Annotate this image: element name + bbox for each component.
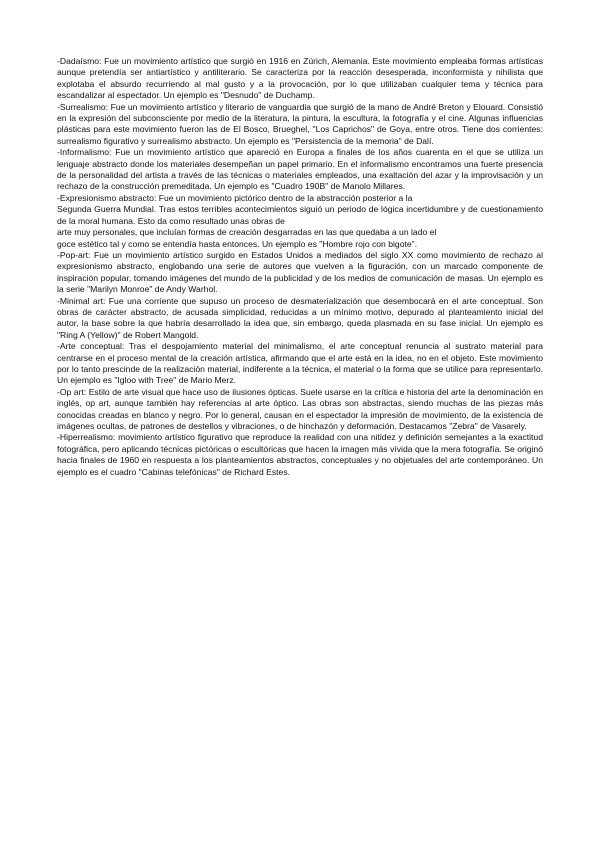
document-page bbox=[57, 56, 543, 478]
paragraph-informalismo: -Informalismo: Fue un movimiento artístico que apareció en Europa a finales de los años cuarenta en el que se utiliza un lenguaje abstracto donde los materiales desempeñan un papel primario. En el informalismo encontramos una fuerte presencia de la personalidad del artista a través de las técnicas o materiales empleados, una exaltación del azar y la improvisación y un rechazo de la construcción premeditada. Un ejemplo es "Cuadro 190B" de Manolo Millares. bbox=[57, 147, 543, 192]
paragraph-surrealismo: -Surrealismo: Fue un movimiento artístico y literario de vanguardia que surgió de la mano de André Breton y Elouard. Consistió en la expresión del subconsciente por medio de la literatura, la pintura, la escultura, la fotografía y el cine. Algunas influencias plásticas para este movimiento fueron las de El Bosco, Brueghel, "Los Caprichos" de Goya, entre otros. Tiene dos corrientes: surrealismo figurativo y surrealismo abstracto. Un ejemplo es "Persistencia de la memoria" de Dalí. bbox=[57, 101, 543, 146]
paragraph-pop-art: -Pop-art: Fue un movimiento artístico surgido en Estados Unidos a mediados del siglo XX como movimiento de rechazo al expresionismo abstracto, englobando una serie de autores que vuelven a la figuración, con un marcado componente de inspiración popular, tomando imágenes del mundo de la publicidad y de los medios de comunicación de masas. Un ejemplo es la serie "Marilyn Monroe" de Andy Warhol. bbox=[57, 249, 543, 295]
paragraph-expresionismo-continuation-2: arte muy personales, que incluían formas de creación desgarradas en las que quedaba a un lado el bbox=[57, 227, 437, 238]
paragraph-expresionismo-continuation-1: Segunda Guerra Mundial. Tras estos terribles acontecimientos siguió un periodo de lógica incertidumbre y de cuestionamiento de la moral humana. Esto da como resultado unas obras de bbox=[57, 204, 543, 226]
paragraph-minimal-art: -Minimal art: Fue una corriente que supuso un proceso de desmaterialización que desembocará en el arte conceptual. Son obras de carácter abstracto, de acusada simplicidad, reducidas a un mínimo motivo, depurado al planteamiento inicial del autor, la base sobre la que habría desarrollado la idea que, sin embargo, queda plasmada en su fase inicial. Un ejemplo es "Ring A (Yellow)" de Robert Mangold. bbox=[57, 295, 543, 340]
paragraph-expresionismo-abstracto: -Expresionismo abstracto: Fue un movimiento pictórico dentro de la abstracción posterior a la bbox=[57, 192, 413, 203]
paragraph-dadaismo: -Dadaísmo: Fue un movimiento artístico que surgió en 1916 en Zúrich, Alemania. Este movimiento empleaba formas artísticas aunque pretendía ser antiartístico y antiliterario. Se caracteriza por la reacción desesperada, inconformista y nihilista que explotaba el absurdo recurriendo al mal gusto y a la provocación, por lo que utilizaban cualquier tema y técnica para escandalizar al espectador. Un ejemplo es "Desnudo" de Duchamp. bbox=[57, 56, 543, 101]
paragraph-expresionismo-continuation-3: goce estético tal y como se entendía hasta entonces. Un ejemplo es "Hombre rojo con bigote". bbox=[57, 238, 418, 249]
paragraph-arte-conceptual: -Arte conceptual: Tras el despojamiento material del minimalismo, el arte conceptual renuncia al sustrato material para centrarse en el proceso mental de la creación artística, afirmando que el arte está en la idea, no en el objeto. Este movimiento por lo tanto prescinde de la realización material, indiferente a la técnica, el material o la forma que se utilice para representarlo. Un ejemplo es "Igloo with Tree" de Mario Merz. bbox=[57, 341, 543, 386]
paragraph-hiperrealismo: -Hiperrealismo: movimiento artístico figurativo que reproduce la realidad con una nitidez y definición semejantes a la exactitud fotográfica, pero aplicando técnicas pictóricas o escultóricas que hacen la imagen más vívida que la mera fotografía. Se originó hacia finales de 1960 en respuesta a los planteamientos abstractos, conceptuales y no objetuales del arte contemporáneo. Un ejemplo es el cuadro "Cabinas telefónicas" de Richard Estes. bbox=[57, 432, 543, 477]
paragraph-op-art: -Op art: Estilo de arte visual que hace uso de ilusiones ópticas. Suele usarse en la crítica e historia del arte la denominación en inglés, op art, aunque también hay referencias al arte óptico. Las obras son abstractas, siendo muchas de las piezas más conocidas creadas en blanco y negro. Por lo general, causan en el espectador la impresión de movimiento, de la existencia de imágenes ocultas, de patrones de destellos y vibraciones, o de hinchazón y deformación. Destacamos "Zebra" de Vasarely. bbox=[57, 386, 543, 431]
